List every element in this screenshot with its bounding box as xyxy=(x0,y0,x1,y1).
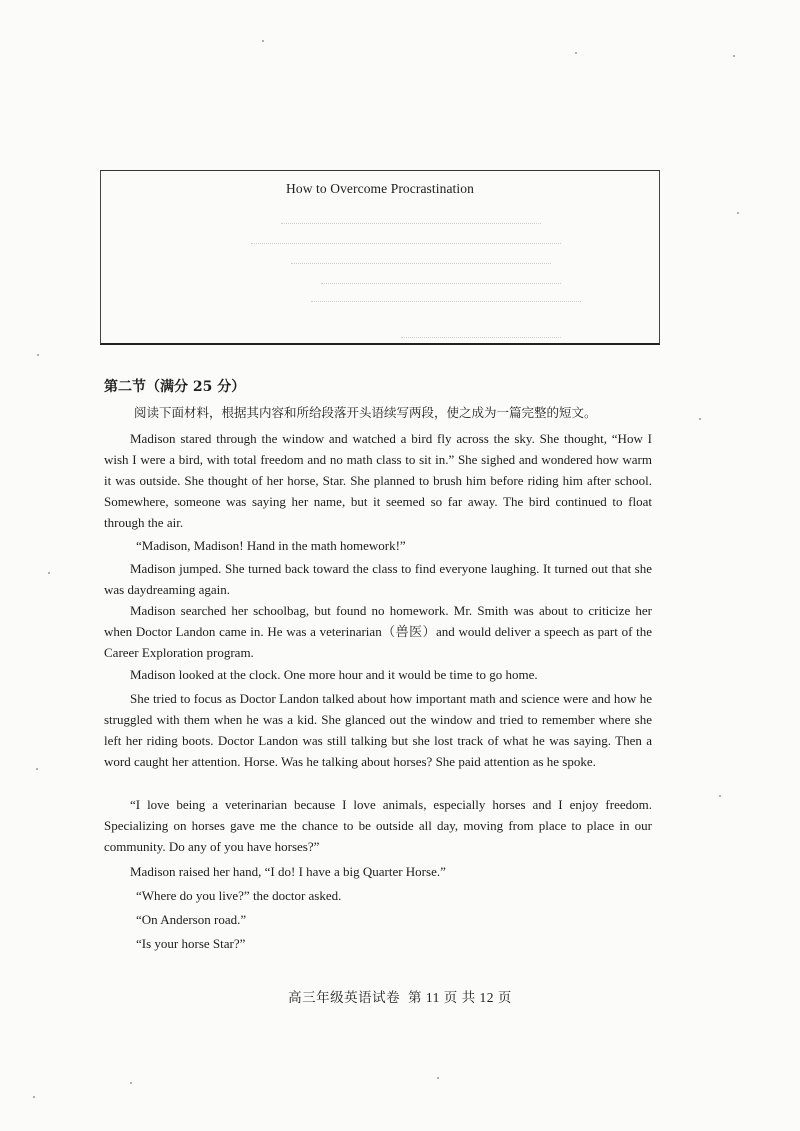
story-paragraph: Madison jumped. She turned back toward the class to find everyone laughing. It turned out that she was daydreaming again. xyxy=(104,561,652,597)
story-paragraph: Madison looked at the clock. One more hour and it would be time to go home. xyxy=(130,667,538,682)
faint-writing-line xyxy=(291,263,551,265)
section-heading: 第二节（满分 25 分） xyxy=(104,379,246,395)
story-paragraph: Madison raised her hand, “I do! I have a big Quarter Horse.” xyxy=(130,864,446,879)
scan-speck xyxy=(36,768,38,770)
scan-speck xyxy=(437,1077,439,1079)
faint-writing-line xyxy=(251,243,561,245)
footer-page-number: 第 11 页 共 12 页 xyxy=(408,990,512,1005)
story-paragraph: She tried to focus as Doctor Landon talked about how important math and science were and how he struggled with them when he was a kid. She glanced out the window and tried to remember where she left her riding boots. Doctor Landon was still talking but she lost track of what he was saying. Then a word caught her attention. Horse. Was he talking about horses? She paid attention as he spoke. xyxy=(104,691,652,769)
story-paragraph: “Is your horse Star?” xyxy=(136,936,246,951)
scan-speck xyxy=(733,55,735,57)
scan-speck xyxy=(262,40,264,42)
faint-writing-line xyxy=(311,301,581,303)
section-instruction: 阅读下面材料，根据其内容和所给段落开头语续写两段，使之成为一篇完整的短文。 xyxy=(134,405,597,420)
story-paragraph: “On Anderson road.” xyxy=(136,912,247,927)
essay-title: How to Overcome Procrastination xyxy=(286,181,474,196)
scan-speck xyxy=(719,795,721,797)
essay-answer-box xyxy=(100,170,660,345)
faint-writing-line xyxy=(401,337,561,339)
scan-speck xyxy=(737,212,739,214)
footer-subject: 高三年级英语试卷 xyxy=(288,990,401,1005)
scan-speck xyxy=(37,354,39,356)
scan-speck xyxy=(130,1082,132,1084)
scan-speck xyxy=(575,52,577,54)
story-paragraph: “Madison, Madison! Hand in the math homework!” xyxy=(136,538,406,553)
story-paragraph: Madison stared through the window and watched a bird fly across the sky. She thought, “How I wish I were a bird, with total freedom and no math class to sit in.” She sighed and wondered how warm it was outside. She thought of her horse, Star. She planned to brush him before riding him after school. Somewhere, someone was saying her name, but it seemed so far away. The bird continued to float through the air. xyxy=(104,431,652,530)
scan-speck xyxy=(48,572,50,574)
story-paragraph: “I love being a veterinarian because I love animals, especially horses and I enjoy freedom. Specializing on horses gave me the chance to be outside all day, moving from place to place in our community. Do any of you have horses?” xyxy=(104,797,652,854)
page-footer xyxy=(0,986,800,1006)
faint-writing-line xyxy=(281,223,541,225)
scan-speck xyxy=(699,418,701,420)
scan-speck xyxy=(33,1096,35,1098)
faint-writing-line xyxy=(321,283,561,285)
story-paragraph: “Where do you live?” the doctor asked. xyxy=(136,888,342,903)
story-paragraph: Madison searched her schoolbag, but found no homework. Mr. Smith was about to criticize her when Doctor Landon came in. He was a veterinarian（兽医）and would deliver a speech as part of the Career Exploration program. xyxy=(104,603,652,660)
